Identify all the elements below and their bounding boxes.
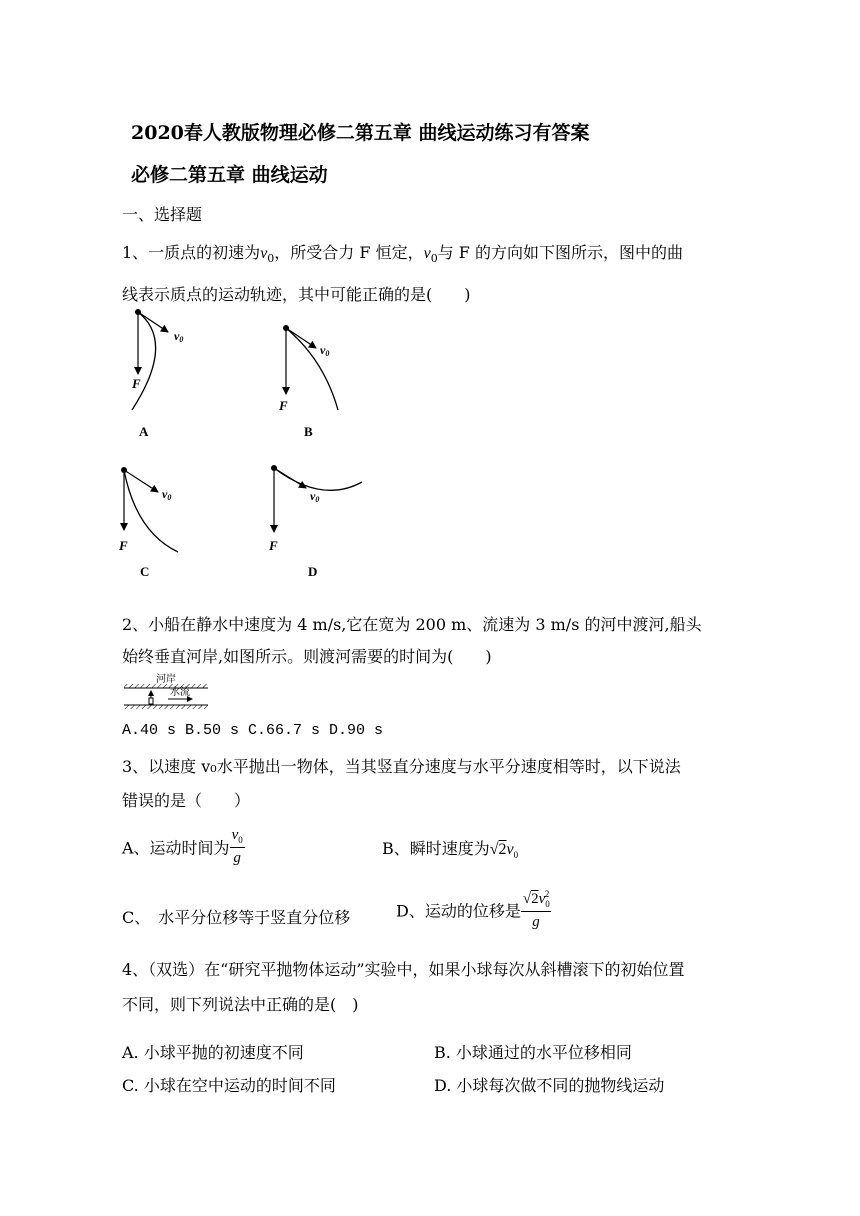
q3-text-line2: 错误的是（ ） xyxy=(122,791,251,810)
velocity-label: v0 xyxy=(320,343,330,358)
q4-option-d: D. 小球每次做不同的抛物线运动 xyxy=(434,1076,665,1095)
trajectory-curve xyxy=(274,468,362,490)
chapter-subtitle: 必修二第五章 曲线运动 xyxy=(131,164,328,186)
velocity-label: v0 xyxy=(310,489,320,504)
q3-option-a xyxy=(122,828,245,866)
q1-v0-subscript: 0 xyxy=(267,252,275,266)
fraction-numerator: $√2v_0^2$ xyxy=(521,890,551,912)
q1-text-a: 1、一质点的初速为 xyxy=(122,243,261,262)
q4-option-b: B. 小球通过的水平位移相同 xyxy=(434,1043,632,1062)
q3-option-b xyxy=(382,836,518,860)
q4-option-a: A. 小球平抛的初速度不同 xyxy=(122,1043,304,1062)
velocity-arrow xyxy=(286,328,316,348)
option-label-d: D xyxy=(308,564,318,579)
q3-option-a-fraction xyxy=(230,828,245,866)
fraction-numerator: $v_0$ xyxy=(230,828,245,848)
q3-option-b-text: B、瞬时速度为 xyxy=(382,839,490,858)
force-label: F xyxy=(119,538,128,553)
option-label-b: B xyxy=(304,424,313,439)
q1-diagram-b xyxy=(272,316,372,440)
q1-text-line2: 线表示质点的运动轨迹，其中可能正确的是( ) xyxy=(122,285,471,304)
q1-v0-subscript-2: 0 xyxy=(430,252,438,266)
section-heading: 一、选择题 xyxy=(122,205,203,224)
near-bank xyxy=(124,705,208,709)
q4-option-c: C. 小球在空中运动的时间不同 xyxy=(122,1076,336,1095)
force-label: F xyxy=(132,376,141,391)
trajectory-curve xyxy=(132,312,156,410)
q1-text-b: ，所受合力 F 恒定， xyxy=(274,243,424,262)
q3-option-d-fraction xyxy=(521,890,551,930)
force-label: F xyxy=(279,398,288,413)
q1-diagram-d xyxy=(264,460,374,582)
boat-icon xyxy=(149,698,153,704)
q1-diagram-a xyxy=(120,302,220,440)
bank-label: 河岸 xyxy=(156,674,176,685)
q2-text-line2: 始终垂直河岸,如图所示。则渡河需要的时间为( ) xyxy=(122,647,492,666)
trajectory-curve xyxy=(286,328,338,410)
q1-v0-symbol-2: v xyxy=(423,245,431,262)
document-title: 2020春人教版物理必修二第五章 曲线运动练习有答案 xyxy=(131,122,590,144)
q3-option-c: C、 水平分位移等于竖直分位移 xyxy=(122,908,351,927)
q1-diagram-c xyxy=(114,460,214,582)
q1-v0-symbol: v xyxy=(260,245,268,262)
flow-label: 水流 xyxy=(170,687,190,698)
option-label-c: C xyxy=(140,564,150,579)
q4-text-line2: 不同，则下列说法中正确的是( ) xyxy=(122,995,359,1014)
q1-text-c: 与 F 的方向如下图所示，图中的曲 xyxy=(437,243,683,262)
fraction-denominator: g xyxy=(532,914,540,930)
q3-option-b-expression: $√2v_0$ xyxy=(489,841,519,861)
trajectory-curve xyxy=(124,470,178,552)
q3-option-d xyxy=(396,890,551,930)
q3-text-line1: 3、以速度 v₀水平抛出一物体，当其竖直分速度与水平分速度相等时，以下说法 xyxy=(122,757,681,776)
q4-text-line1: 4、（双选）在“研究平抛物体运动”实验中，如果小球每次从斜槽滚下的初始位置 xyxy=(122,960,685,979)
velocity-arrow xyxy=(138,312,168,332)
velocity-label: v0 xyxy=(162,487,172,502)
q2-river-diagram xyxy=(122,672,212,714)
fraction-denominator: g xyxy=(233,850,241,866)
option-label-a: A xyxy=(139,424,149,439)
velocity-label: v0 xyxy=(174,329,184,344)
force-label: F xyxy=(269,538,278,553)
q2-text-line1: 2、小船在静水中速度为 4 m/s,它在宽为 200 m、流速为 3 m/s 的河中渡河,船头 xyxy=(122,615,702,634)
q2-options: A.40 s B.50 s C.66.7 s D.90 s xyxy=(122,722,384,739)
q3-option-d-text: D、运动的位移是 xyxy=(396,901,521,921)
q3-option-a-text: A、运动时间为 xyxy=(122,838,230,858)
q1-text-line1 xyxy=(122,240,683,265)
